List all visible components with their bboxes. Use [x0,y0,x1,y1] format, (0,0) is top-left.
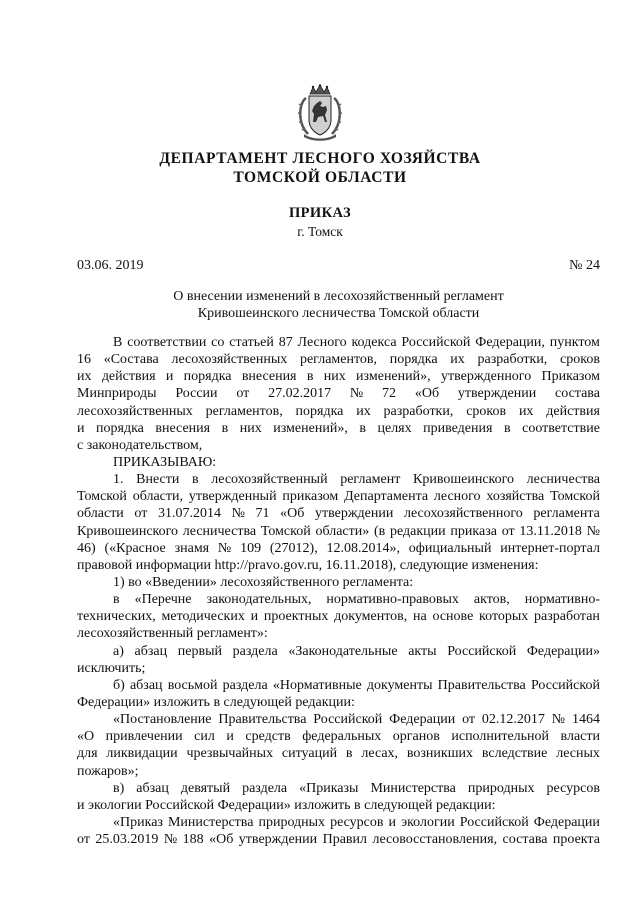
body-line: в «Перечне законодательных, нормативно-правовых актов, нормативно- [113,592,600,608]
body-line: Томской области, утвержденный приказом Департамента лесного хозяйства Томской [77,489,600,505]
body-line: правовой информации http://pravo.gov.ru, 16.11.2018), следующие изменения: [77,557,539,573]
body-line: 46) («Красное знамя № 109 (27012), 12.08.2014», официальный интернет-портал [77,540,600,556]
order-date: 03.06. 2019 [77,258,144,273]
order-number: № 24 [569,258,600,273]
body-line: исключить; [77,660,146,676]
body-line: в) абзац девятый раздела «Приказы Министерства природных ресурсов [113,780,600,796]
body-line: «О привлечении сил и средств федеральных органов исполнительной власти [77,729,600,745]
body-line: от 25.03.2019 № 188 «Об утверждении Правил лесовосстановления, состава проекта [77,832,600,848]
department-name-line2: ТОМСКОЙ ОБЛАСТИ [233,169,407,186]
body-line: Минприроды России от 27.02.2017 № 72 «Об утверждении состава [77,386,600,402]
body-line: пожаров»; [77,763,139,779]
body-line: для ликвидации чрезвычайных ситуаций в лесах, возникших вследствие лесных [77,746,600,762]
body-line: технических, методических и проектных документов, на основе которых разработан [77,609,600,625]
body-line: 1) во «Введении» лесохозяйственного регламента: [113,574,414,590]
body-line: с законодательством, [77,437,203,453]
body-line: лесохозяйственных регламентов, порядка их разработки, сроков их действия [77,403,600,419]
body-line: ПРИКАЗЫВАЮ: [113,454,217,470]
order-body [77,334,600,848]
body-line: и порядка внесения в них изменений», в целях приведения в соответствие [77,420,600,436]
body-line: 1. Внести в лесохозяйственный регламент Кривошеинского лесничества [113,472,600,488]
body-line: лесохозяйственный регламент»: [77,626,268,642]
order-subject-line2: Кривошеинского лесничества Томской области [197,306,480,321]
body-line: Федерации» изложить в следующей редакции: [77,694,355,710]
city: г. Томск [297,224,343,239]
body-line: и экологии Российской Федерации» изложить в следующей редакции: [77,797,496,813]
body-line: их действия и порядка внесения в них изменений», утвержденного Приказом [77,369,600,385]
body-line: Кривошеинского лесничества Томской области» (в редакции приказа от 13.11.2018 № [77,523,600,539]
body-line: 16 «Состава лесохозяйственных регламентов, порядка их разработки, сроков [77,352,600,368]
body-line: В соответствии со статьей 87 Лесного кодекса Российской Федерации, пунктом [113,335,600,350]
body-line: «Постановление Правительства Российской Федерации от 02.12.2017 № 1464 [113,712,600,728]
body-line: «Приказ Министерства природных ресурсов и экологии Российской Федерации [113,814,600,830]
body-line: а) абзац первый раздела «Законодательные акты Российской Федерации» [113,643,600,659]
body-line: б) абзац восьмой раздела «Нормативные документы Правительства Российской [113,677,600,693]
body-line: области от 31.07.2014 № 71 «Об утверждении лесохозяйственного регламента [77,506,600,522]
department-name-line1: ДЕПАРТАМЕНТ ЛЕСНОГО ХОЗЯЙСТВА [159,150,481,167]
document-type-title: ПРИКАЗ [288,205,352,221]
order-subject-line1: О внесении изменений в лесохозяйственный регламент [173,289,504,304]
tomsk-coat-of-arms-icon [296,84,344,142]
